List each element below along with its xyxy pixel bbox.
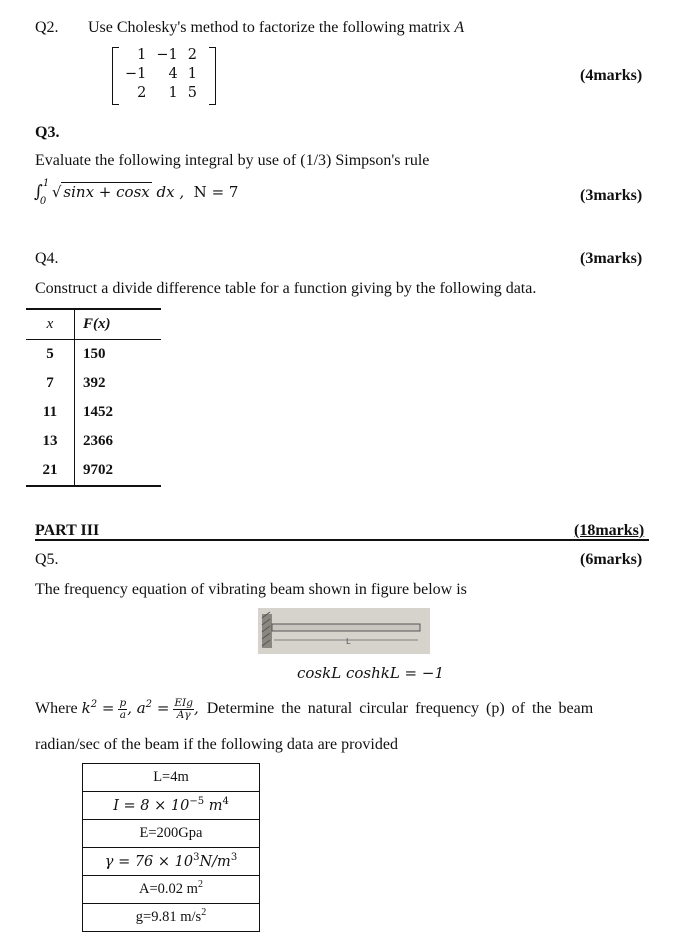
q2-text-body: Use Cholesky's method to factorize the following matrix: [88, 19, 455, 36]
q5-intro: The frequency equation of vibrating beam shown in figure below is: [35, 581, 467, 598]
where-line: Where $k^2$ = $\frac{p}{a}$ , $a^2$ = $\frac{\text{EIg}}{A\gamma}$ , Determine the natural circular frequency (p) of the beam: [35, 697, 594, 721]
prop-modulus: E=200Gpa: [83, 820, 260, 848]
prop-area: A=0.02 $m^2$: [83, 876, 260, 904]
table-row: [83, 904, 260, 932]
table-row: [83, 820, 260, 848]
table-row: [26, 398, 161, 427]
matrix-cell: −1: [156, 47, 178, 63]
q4-label: Q4.: [35, 250, 59, 267]
table-cell-fx: 9702: [75, 456, 162, 486]
matrix-cell: 1: [187, 66, 197, 82]
table-cell-x: 11: [26, 398, 75, 427]
matrix-cell: 1: [137, 47, 147, 63]
q2-label: Q2.: [35, 19, 59, 36]
matrix-body: [120, 46, 202, 103]
column-header-fx: F(x): [75, 309, 162, 340]
table-row: [26, 340, 161, 370]
integral-lower: 0: [39, 196, 47, 207]
matrix-cell: 4: [168, 66, 178, 82]
integral-dx: dx ,: [156, 183, 185, 201]
q3-integral: ∫ 1 0 √ sinx + cosx dx , N = 7: [34, 178, 239, 207]
q4-data-table: [26, 308, 161, 487]
integrand: sinx + cosx: [63, 183, 150, 201]
sqrt-icon: √: [51, 183, 62, 201]
beam-body: [272, 624, 420, 631]
table-row: [26, 427, 161, 456]
table-row: [83, 792, 260, 820]
matrix-cell: 2: [137, 85, 147, 101]
q2-matrix-var: A: [454, 19, 465, 36]
matrix-right-bracket: [209, 47, 216, 105]
table-row: [26, 456, 161, 486]
table-cell-x: 7: [26, 369, 75, 398]
q5-label: Q5.: [35, 551, 59, 568]
frequency-equation: coskL coshkL = −1: [297, 664, 445, 682]
table-cell-fx: 392: [83, 375, 106, 391]
q3-label: Q3.: [35, 124, 60, 141]
table-header-row: [26, 309, 161, 340]
q2-marks: (4marks): [580, 67, 643, 84]
q5-line2: radian/sec of the beam if the following data are provided: [35, 736, 398, 753]
prop-length: L=4m: [83, 764, 260, 792]
beam-figure: [258, 608, 430, 654]
column-header-x: x: [26, 309, 75, 340]
matrix-cell: −1: [125, 66, 147, 82]
matrix-row: [120, 84, 202, 103]
q3-text: Evaluate the following integral by use of (1/3) Simpson's rule: [35, 152, 430, 169]
table-row: [83, 876, 260, 904]
prop-gravity: g=9.81 $m/s^2$: [83, 904, 260, 932]
part3-divider: [35, 539, 649, 541]
eig-over-ay: $\frac{\text{EIg}}{A\gamma}$: [174, 697, 193, 721]
prop-inertia: $I = 8 \times 10^{-5}$ $m^4$: [83, 792, 260, 820]
q5-marks: (6marks): [580, 551, 643, 568]
q3-marks: (3marks): [580, 187, 643, 204]
table-cell-fx: 1452: [83, 404, 113, 420]
simpson-n: N = 7: [193, 183, 239, 201]
matrix-row: [120, 46, 202, 65]
table-cell-fx: 2366: [83, 433, 113, 449]
matrix-cell: 5: [187, 85, 197, 101]
matrix-cell: 2: [187, 47, 197, 63]
part3-title: PART III: [35, 522, 100, 539]
table-row: [83, 764, 260, 792]
table-cell-x: 13: [26, 427, 75, 456]
prop-unit-weight: $\gamma = 76 \times 10^3N/m^3$: [83, 848, 260, 876]
beam-diagram: [258, 608, 430, 654]
where-tail: Determine the natural circular frequency (p) of the beam: [206, 700, 594, 718]
integral-sign-icon: ∫: [34, 182, 43, 202]
q4-text: Construct a divide difference table for a function giving by the following data.: [35, 280, 537, 297]
q2-matrix: [112, 47, 216, 105]
beam-properties-table: [82, 763, 260, 932]
matrix-row: [120, 65, 202, 84]
table-row: [26, 369, 161, 398]
table-cell-fx: 150: [83, 346, 106, 362]
table-cell-x: 5: [26, 340, 75, 370]
k-squared: $k^2$ =: [81, 699, 115, 718]
matrix-cell: 1: [168, 85, 178, 101]
table-cell-x: 21: [26, 456, 75, 486]
part3-marks: (18marks): [574, 522, 645, 539]
where-word: Where: [35, 700, 78, 718]
q4-marks: (3marks): [580, 250, 643, 267]
p-over-a: $\frac{p}{a}$: [119, 697, 127, 721]
q2-text: [88, 19, 464, 37]
table-row: [83, 848, 260, 876]
beam-length-label: L: [346, 637, 351, 646]
matrix-left-bracket: [112, 47, 119, 105]
